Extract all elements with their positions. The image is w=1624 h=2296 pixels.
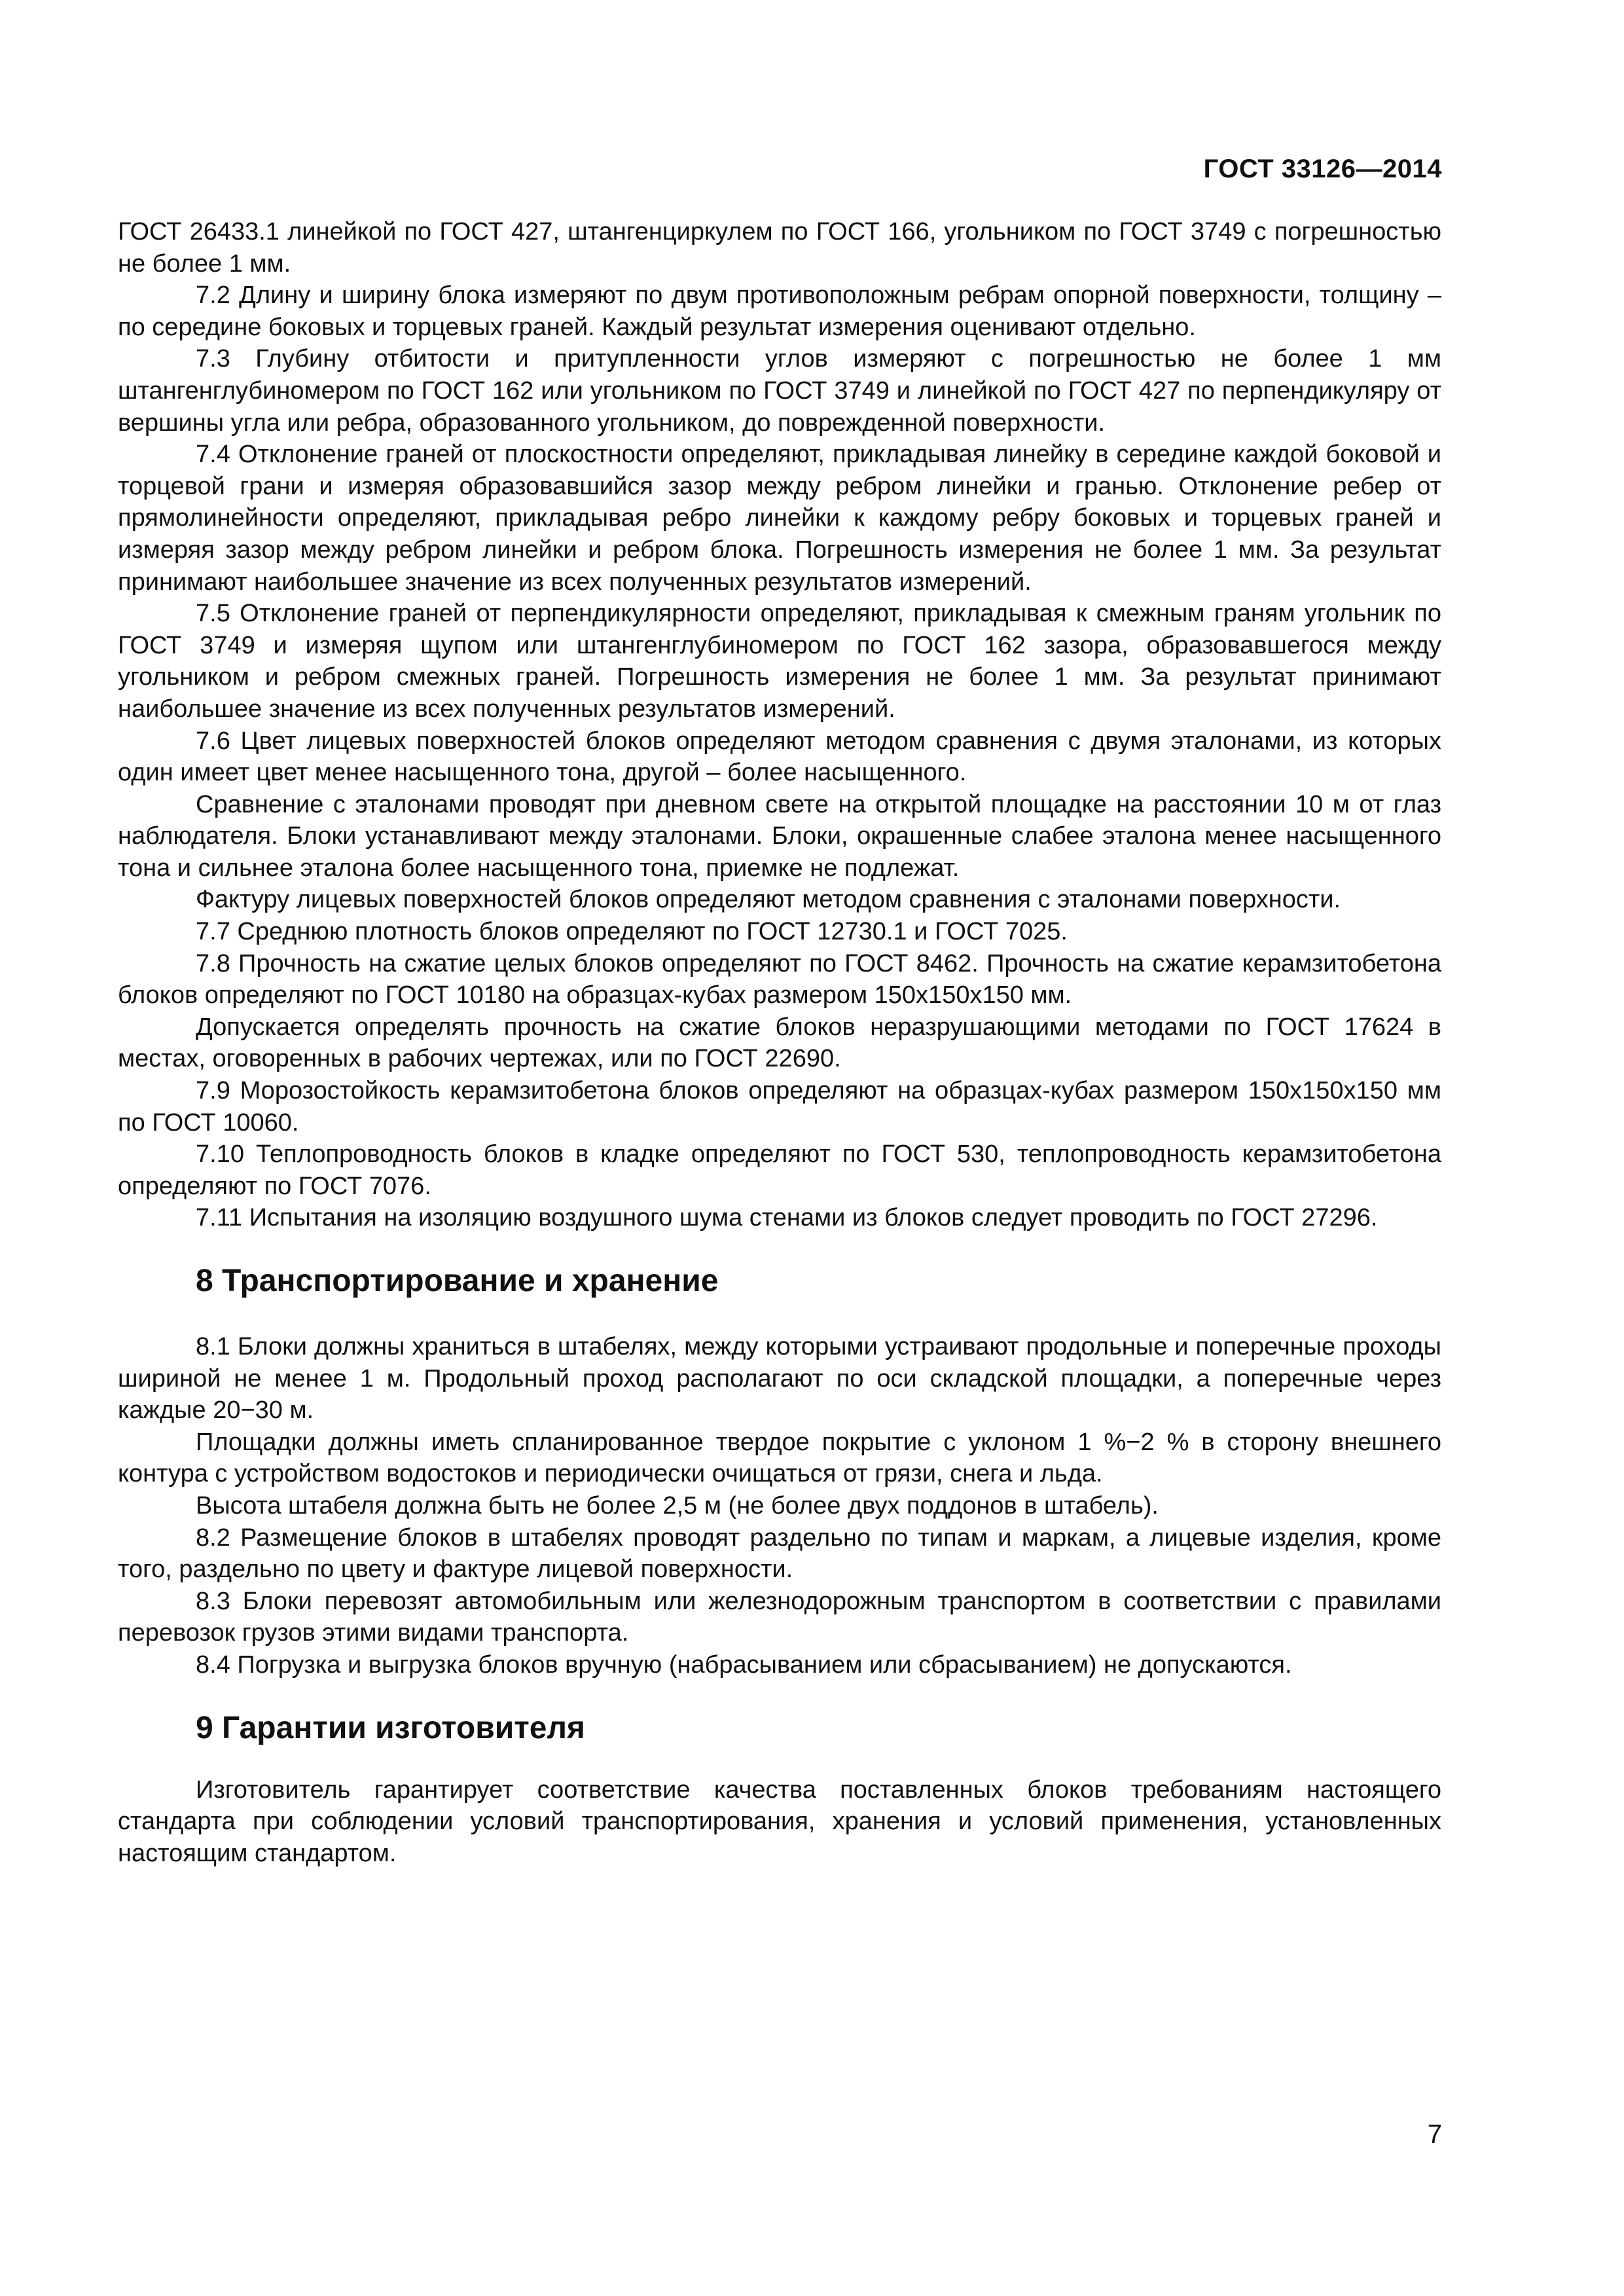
section-8-heading: 8 Транспортирование и хранение <box>196 1264 719 1298</box>
paragraph-7-2: 7.2 Длину и ширину блока измеряют по двум противоположным ребрам опорной поверхности, толщину – по середине боковых и торцевых граней. Каждый результат измерения оценивают отдельно. <box>118 282 1441 341</box>
document-header: ГОСТ 33126—2014 <box>1203 155 1442 183</box>
paragraph-7-6: 7.6 Цвет лицевых поверхностей блоков определяют методом сравнения с двумя эталонами, из которых один имеет цвет менее насыщенного тона, другой – более насыщенного. <box>118 727 1441 787</box>
paragraph-7-6-texture: Фактуру лицевых поверхностей блоков определяют методом сравнения с эталонами поверхности. <box>196 886 1341 914</box>
paragraph-8-3: 8.3 Блоки перевозят автомобильным или железнодорожным транспортом в соответствии с правилами перевозок грузов этими видами транспорта. <box>118 1587 1441 1647</box>
paragraph-7-8: 7.8 Прочность на сжатие целых блоков определяют по ГОСТ 8462. Прочность на сжатие керамзитобетона блоков определяют по ГОСТ 10180 на образцах-кубах размером 150х150х150 мм. <box>118 949 1441 1010</box>
paragraph-7-6-comparison: Сравнение с эталонами проводят при дневном свете на открытой площадке на расстоянии 10 м от глаз наблюдателя. Блоки устанавливают между эталонами. Блоки, окрашенные слабее эталона менее насыщенного тона и сильнее эталона более насыщенного тона, приемке не подлежат. <box>118 790 1441 882</box>
paragraph-7-3: 7.3 Глубину отбитости и притупленности углов измеряют с погрешностью не более 1 мм штангенглубиномером по ГОСТ 162 или угольником по ГОСТ 3749 и линейкой по ГОСТ 427 по перпендикуляру от вершины угла или ребра, образованного угольником, до поврежденной поверхности. <box>118 345 1441 437</box>
paragraph-9: Изготовитель гарантирует соответствие качества поставленных блоков требованиям настоящего стандарта при соблюдении условий транспортирования, хранения и условий применения, установленных настоящим стандартом. <box>118 1776 1441 1867</box>
paragraph-7-8-allowed: Допускается определять прочность на сжатие блоков неразрушающими методами по ГОСТ 17624 в местах, оговоренных в рабочих чертежах, или по ГОСТ 22690. <box>118 1013 1441 1073</box>
paragraph-7-5: 7.5 Отклонение граней от перпендикулярности определяют, прикладывая к смежным граням угольник по ГОСТ 3749 и измеряя щупом или штангенглубиномером по ГОСТ 162 зазора, образовавшегося между угольником и ребром смежных граней. Погрешность измерения не более 1 мм. За результат принимают наибольшее значение из всех полученных результатов измерений. <box>118 600 1441 723</box>
paragraph-8-1-platforms: Площадки должны иметь спланированное твердое покрытие с уклоном 1 %−2 % в сторону внешнего контура с устройством водостоков и периодически очищаться от грязи, снега и льда. <box>118 1428 1441 1488</box>
document-body <box>118 216 1441 1869</box>
paragraph-8-2: 8.2 Размещение блоков в штабелях проводят раздельно по типам и маркам, а лицевые изделия, кроме того, раздельно по цвету и фактуре лицевой поверхности. <box>118 1523 1441 1584</box>
paragraph-8-4: 8.4 Погрузка и выгрузка блоков вручную (набрасыванием или сбрасыванием) не допускаются. <box>196 1650 1292 1679</box>
paragraph-8-1: 8.1 Блоки должны храниться в штабелях, между которыми устраивают продольные и поперечные проходы шириной не менее 1 м. Продольный проход располагают по оси складской площадки, а поперечные через каждые 20−30 м. <box>118 1333 1441 1425</box>
paragraph-8-1-height: Высота штабеля должна быть не более 2,5 м (не более двух поддонов в штабель). <box>196 1491 1159 1520</box>
paragraph-7-9: 7.9 Морозостойкость керамзитобетона блоков определяют на образцах-кубах размером 150х150х150 мм по ГОСТ 10060. <box>118 1077 1441 1137</box>
paragraph-7-4: 7.4 Отклонение граней от плоскостности определяют, прикладывая линейку в середине каждой боковой и торцевой грани и измеряя образовавшийся зазор между ребром линейки и гранью. Отклонение ребер от прямолинейности определяют, прикладывая ребро линейки к каждому ребру боковых и торцевых граней и измеряя зазор между ребром линейки и ребром блока. Погрешность измерения не более 1 мм. За результат принимают наибольшее значение из всех полученных результатов измерений. <box>118 441 1441 596</box>
paragraph-7-11: 7.11 Испытания на изоляцию воздушного шума стенами из блоков следует проводить по ГОСТ 27296. <box>196 1204 1378 1232</box>
section-9-heading: 9 Гарантии изготовителя <box>196 1710 585 1745</box>
paragraph-7-7: 7.7 Среднюю плотность блоков определяют по ГОСТ 12730.1 и ГОСТ 7025. <box>196 918 1068 946</box>
paragraph-7-1-cont: ГОСТ 26433.1 линейкой по ГОСТ 427, штангенциркулем по ГОСТ 166, угольником по ГОСТ 3749 с погрешностью не более 1 мм. <box>118 218 1441 278</box>
page-number: 7 <box>1427 2120 1442 2149</box>
paragraph-7-10: 7.10 Теплопроводность блоков в кладке определяют по ГОСТ 530, теплопроводность керамзитобетона определяют по ГОСТ 7076. <box>118 1140 1441 1200</box>
